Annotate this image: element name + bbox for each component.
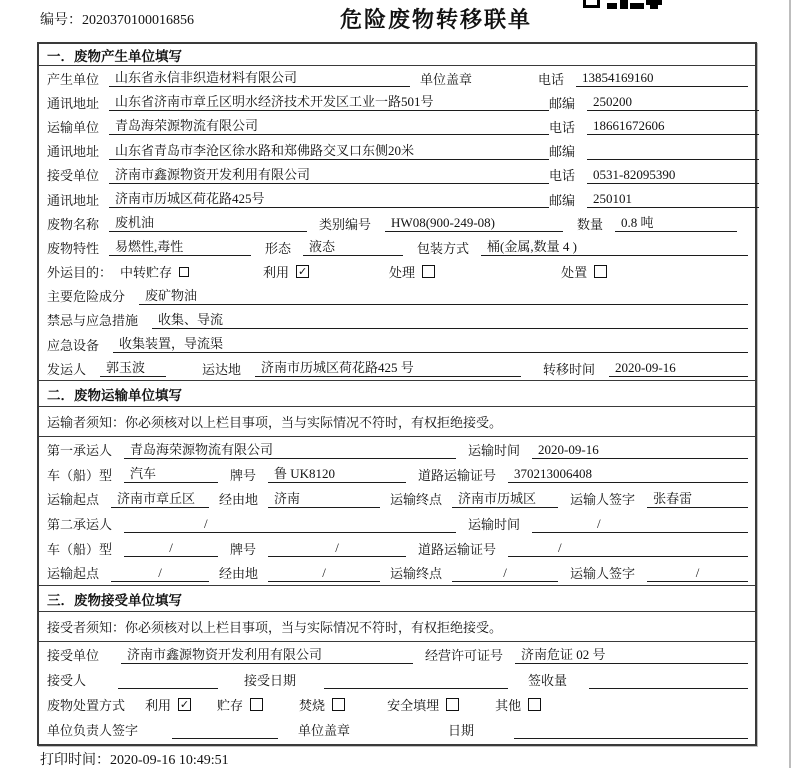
transporter-row [39, 114, 755, 138]
vehicle1-row [39, 462, 755, 487]
transfer-form [37, 42, 757, 746]
vehicle1-label: 车（船）型 [47, 467, 113, 483]
disposal-option-store [217, 695, 263, 714]
date-label: 日期 [448, 723, 475, 738]
disposal-option-label: 其他 [495, 698, 522, 713]
equipment-label: 应急设备 [47, 337, 100, 353]
manager-sign-field [172, 721, 278, 739]
transporter-address-row [39, 139, 755, 163]
producer-field: 山东省永信非织造材料有限公司 [109, 69, 410, 87]
purpose-option-utilize [263, 262, 309, 281]
category-label: 类别编号 [319, 216, 372, 232]
carrier2-time-label: 运输时间 [468, 517, 521, 533]
purpose-label: 外运目的： [47, 265, 113, 281]
dest-label: 运达地 [202, 361, 242, 377]
carrier1-time-label: 运输时间 [468, 443, 521, 459]
waste-character-field: 易燃性,毒性 [109, 238, 251, 256]
receiver-label: 接受单位 [47, 168, 100, 184]
receiver-row [39, 163, 755, 187]
sign2-field: / [647, 564, 748, 582]
sign-qty-label: 签收量 [528, 673, 568, 688]
main-hazard-label: 主要危险成分 [47, 289, 126, 305]
equipment-field: 收集装置，导流渠 [113, 335, 748, 353]
packing-label: 包装方式 [417, 240, 470, 256]
carrier2-row [39, 511, 755, 536]
print-time-value: 2020-09-16 10:49:51 [110, 753, 229, 768]
checkbox-disposal-landfill [446, 698, 459, 711]
checkbox-utilize: ✓ [297, 265, 308, 279]
origin2-label: 运输起点 [47, 566, 100, 582]
main-hazard-row [39, 284, 755, 308]
accept-date-label: 接受日期 [244, 673, 297, 688]
disposal-option-incinerate [299, 695, 345, 714]
shipper-label: 发运人 [47, 361, 87, 377]
waste-character-row [39, 235, 755, 259]
end1-field: 济南市历城区 [452, 490, 558, 508]
print-time [40, 749, 229, 768]
accept-unit-field: 济南市鑫源物资开发利用有限公司 [121, 646, 413, 664]
date-field [514, 721, 748, 739]
accept-date-field [324, 671, 508, 689]
disposal-option-label: 贮存 [217, 698, 244, 713]
transporter-address-field: 山东省青岛市李沧区徐水路和郑佛路交叉口东侧20米 [109, 142, 549, 160]
license-label: 经营许可证号 [425, 648, 504, 663]
sign1-field: 张春雷 [647, 490, 748, 508]
producer-address-field: 山东省济南市章丘区明水经济技术开发区工业一路501号 [109, 93, 549, 111]
dest-field: 济南市历城区荷花路425 号 [255, 359, 521, 377]
acceptor-field [118, 671, 218, 689]
disposal-option-label: 焚烧 [299, 698, 326, 713]
road-permit2-label: 道路运输证号 [418, 541, 497, 557]
doc-number-label: 编号： [40, 13, 82, 28]
checkbox-disposal-store [250, 698, 263, 711]
transporter-notice: 运输者须知：你必须核对以上栏目事项，当与实际情况不符时，有权拒绝接受。 [39, 407, 755, 437]
road-permit1-field: 370213006408 [508, 465, 748, 483]
manager-sign-row [39, 717, 755, 742]
page-title: 危险废物转移联单 [339, 7, 532, 32]
checkbox-disposal-incinerate [332, 698, 345, 711]
via2-field: / [268, 564, 380, 582]
receiver-address-label: 通讯地址 [47, 192, 100, 208]
transporter-address-label: 通讯地址 [47, 144, 100, 160]
carrier1-time-field: 2020-09-16 [532, 441, 748, 459]
checkbox-disposal-other [528, 698, 541, 711]
road-permit1-label: 道路运输证号 [418, 467, 497, 483]
disposal-option-label: 安全填埋 [387, 698, 440, 713]
manager-sign-label: 单位负责人签字 [47, 723, 139, 738]
via1-field: 济南 [268, 490, 380, 508]
disposal-label: 废物处置方式 [47, 698, 126, 713]
main-hazard-field: 废矿物油 [139, 287, 748, 305]
checkbox-disposal-utilize: ✓ [179, 698, 190, 711]
acceptor-row [39, 667, 755, 692]
purpose-option-dispose [561, 262, 607, 281]
end1-label: 运输终点 [390, 492, 443, 508]
sign2-label: 运输人签字 [570, 566, 636, 582]
checkbox-transfer-storage [179, 267, 189, 277]
plate1-label: 牌号 [230, 467, 257, 483]
carrier1-row [39, 437, 755, 462]
end2-label: 运输终点 [390, 566, 443, 582]
plate2-field: / [268, 539, 406, 557]
qty-field: 0.8 吨 [615, 214, 737, 232]
page-edge [789, 0, 791, 768]
qr-code-fragment [583, 0, 663, 9]
packing-field: 桶(金属,数量 4 ) [481, 238, 748, 256]
producer-address-label: 通讯地址 [47, 95, 100, 111]
transporter-phone-label: 电话 [549, 119, 576, 135]
print-time-label: 打印时间： [40, 753, 110, 768]
plate1-field: 鲁 UK8120 [268, 465, 406, 483]
transfer-time-field: 2020-09-16 [609, 359, 748, 377]
transporter-phone-field: 18661672606 [587, 117, 759, 135]
end2-field: / [452, 564, 558, 582]
carrier2-time-field: / [532, 515, 748, 533]
checkbox-treat [422, 265, 435, 278]
producer-address-row [39, 90, 755, 114]
disposal-option-label: 利用 [145, 698, 172, 713]
receiver-phone-label: 电话 [549, 168, 576, 184]
vehicle2-field: / [124, 539, 218, 557]
producer-zip-label: 邮编 [549, 95, 576, 111]
purpose-option-label: 处置 [561, 265, 588, 281]
route1-row [39, 487, 755, 512]
transporter-zip-field [587, 142, 759, 160]
carrier2-label: 第二承运人 [47, 517, 113, 533]
purpose-row [39, 260, 755, 284]
sign1-label: 运输人签字 [570, 492, 636, 508]
checkbox-dispose [594, 265, 607, 278]
purpose-option-label: 处理 [389, 265, 416, 281]
taboo-label: 禁忌与应急措施 [47, 313, 139, 329]
equipment-row [39, 332, 755, 356]
purpose-option-transfer-storage [120, 262, 189, 281]
receiver-phone-field: 0531-82095390 [587, 166, 759, 184]
waste-name-row [39, 211, 755, 235]
waste-name-label: 废物名称 [47, 216, 100, 232]
producer-label: 产生单位 [47, 71, 100, 87]
shipper-row [39, 356, 755, 380]
disposal-option-utilize [145, 695, 191, 714]
form-field: 液态 [303, 238, 403, 256]
producer-phone-field: 13854169160 [576, 69, 748, 87]
carrier2-field: / [124, 515, 456, 533]
producer-phone-label: 电话 [537, 71, 564, 87]
plate2-label: 牌号 [230, 541, 257, 557]
road-permit2-field: / [508, 539, 748, 557]
producer-zip-field: 250200 [587, 93, 759, 111]
section1-header: 一．废物产生单位填写 [39, 44, 755, 66]
doc-number-value: 2020370100016856 [82, 13, 194, 28]
vehicle1-field: 汽车 [124, 465, 218, 483]
transporter-field: 青岛海荣源物流有限公司 [109, 117, 549, 135]
transporter-label: 运输单位 [47, 119, 100, 135]
producer-row [39, 66, 755, 90]
transporter-zip-label: 邮编 [549, 144, 576, 160]
transfer-time-label: 转移时间 [543, 361, 596, 377]
origin2-field: / [111, 564, 209, 582]
waste-character-label: 废物特性 [47, 240, 100, 256]
disposal-row [39, 692, 755, 717]
form-label: 形态 [265, 240, 292, 256]
origin1-label: 运输起点 [47, 492, 100, 508]
taboo-row [39, 308, 755, 332]
acceptor-label: 接受人 [47, 673, 87, 688]
license-field: 济南危证 02 号 [515, 646, 748, 664]
purpose-option-label: 中转贮存 [120, 265, 173, 281]
sign-qty-field [589, 671, 748, 689]
carrier1-field: 青岛海荣源物流有限公司 [124, 441, 456, 459]
unit-seal-label: 单位盖章 [420, 71, 473, 87]
receiver-zip-field: 250101 [587, 190, 759, 208]
qty-label: 数量 [577, 216, 604, 232]
accept-unit-row [39, 642, 755, 667]
purpose-option-treat [389, 262, 435, 281]
receiver-notice: 接受者须知：你必须核对以上栏目事项，当与实际情况不符时，有权拒绝接受。 [39, 612, 755, 642]
disposal-option-landfill [387, 695, 459, 714]
unit-seal-label-2: 单位盖章 [298, 723, 351, 738]
vehicle2-row [39, 536, 755, 561]
receiver-field: 济南市鑫源物资开发利用有限公司 [109, 166, 549, 184]
receiver-address-field: 济南市历城区荷花路425号 [109, 190, 549, 208]
accept-unit-label: 接受单位 [47, 648, 100, 663]
origin1-field: 济南市章丘区 [111, 490, 209, 508]
receiver-zip-label: 邮编 [549, 192, 576, 208]
via1-label: 经由地 [219, 492, 259, 508]
taboo-field: 收集、导流 [152, 311, 748, 329]
category-field: HW08(900-249-08) [385, 214, 563, 232]
route2-row [39, 560, 755, 585]
vehicle2-label: 车（船）型 [47, 541, 113, 557]
section3-header: 三．废物接受单位填写 [39, 585, 755, 612]
disposal-option-other [495, 695, 541, 714]
waste-name-field: 废机油 [109, 214, 307, 232]
shipper-field: 郭玉波 [100, 359, 166, 377]
purpose-option-label: 利用 [263, 265, 290, 281]
via2-label: 经由地 [219, 566, 259, 582]
carrier1-label: 第一承运人 [47, 443, 113, 459]
section2-header: 二．废物运输单位填写 [39, 380, 755, 407]
receiver-address-row [39, 187, 755, 211]
